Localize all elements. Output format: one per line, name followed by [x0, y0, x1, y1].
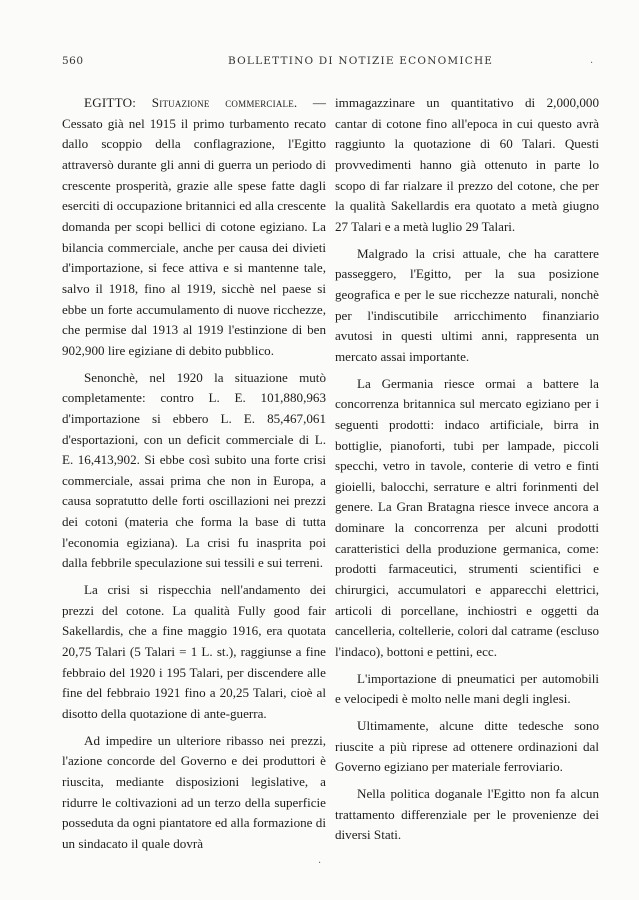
paragraph-market-importance: Malgrado la crisi attuale, che ha carattere passeggero, l'Egitto, per la sua posizione geografica e per le sue ricchezze naturali, nonchè per l'indiscutibile arricchimento finanziario avutosi in questi ultimi anni, rappresenta un mercato assai importante.	[335, 245, 599, 364]
paragraph-egitto-intro	[62, 93, 326, 362]
paragraph-stockpiling: immagazzinare un quantitativo di 2,000,000 cantar di cotone fino all'epoca in cui questo avrà raggiunto la quotazione di 60 Talari. Questi provvedimenti hanno già ottenuto in parte lo scopo di far rialzare il prezzo del cotone, che per la qualità Sakellardis era quotato a metà giugno 27 Talari e a metà luglio 29 Talari.	[335, 95, 599, 234]
paragraph-german-competition: La Germania riesce ormai a battere la concorrenza britannica sul mercato egiziano per i seguenti prodotti: indaco artificiale, birra in bottiglie, pianoforti, tubi per lampade, piccoli specchi, vetro in tavole, conterie di vetro e finti gioielli, balocchi, serrature e altri forinmenti del genere. La Gran Bratagna riesce invece ancora a dominare la concorrenza per alcuni prodotti caratteristici della produzione germanica, come: prodotti farmaceutici, strumenti scientifici e chirurgici, accumulatori e apparecchi elettrici, articoli di porcellane, inchiostri e oggetti da cancelleria, coltellerie, colori dal catrame (escluso l'indaco), bottoni e pettini, ecc.	[335, 375, 599, 660]
running-title: BOLLETTINO DI NOTIZIE ECONOMICHE	[228, 55, 494, 67]
print-speck: ·	[318, 858, 322, 869]
paragraph-deficit-1920: Senonchè, nel 1920 la situazione mutò completamente: contro L. E. 101,880,963 d'importazione si ebbero L. E. 85,467,061 d'esportazioni, con un deficit commerciale di L. E. 16,413,902. Si ebbe così subito una forte crisi commerciale, assai prima che non in Europa, a causa sopratutto delle forti oscillazioni nei prezzi dei cotoni (materia che forma la base di tutta l'economia egiziana). La crisi fu inasprita poi dalla febbrile speculazione sui tessili e sui terreni.	[62, 369, 326, 571]
paragraph-government-measures: Ad impedire un ulteriore ribasso nei prezzi, l'azione concorde del Governo e dei produttori è riuscita, mediante disposizioni legislative, a ridurre le coltivazioni ad un terzo della superficie posseduta da ogni piantatore ed alla formazione di un sindacato il quale dovrà	[62, 732, 326, 851]
paragraph-customs-policy: Nella politica doganale l'Egitto non fa alcun trattamento differenziale per le provenienze dei diversi Stati.	[335, 786, 599, 843]
left-column	[62, 93, 326, 861]
heading-dash: —	[297, 95, 326, 110]
paragraph-railway-orders: Ultimamente, alcune ditte tedesche sono riuscite a più riprese ad ottenere ordinazioni dal Governo egiziano per materiale ferroviario.	[335, 718, 599, 775]
page-header	[62, 55, 602, 71]
page-number: 560	[62, 55, 84, 67]
paragraph-tyres: L'importazione di pneumatici per automobili e velocipedi è molto nelle mani degli inglesi.	[335, 670, 599, 707]
print-speck: ·	[590, 58, 594, 69]
paragraph-cotton-prices: La crisi si rispecchia nell'andamento dei prezzi del cotone. La qualità Fully good fair Sakellardis, che a fine maggio 1916, era quotata 20,75 Talari (5 Talari = 1 L. st.), raggiunse a fine febbraio del 1920 i 195 Talari, per discendere alle fine del febbraio 1921 fino a 20,25 Talari, cioè al disotto della quotazione di ante-guerra.	[62, 582, 326, 722]
paragraph-text: Cessato già nel 1915 il primo turbamento recato dallo scoppio della conflagrazione, l'Egitto attraversò durante gli anni di guerra un periodo di crescente prosperità, grazie alle spese fatte dagli eserciti di occupazione britannici ed alla crescente domanda per scopi bellici di cotone egiziano. La bilancia commerciale, anche per causa dei divieti d'importazione, si fece attiva e si mantenne tale, salvo il 1918, fino al 1919, sicchè nel paese si ebbe un forte accumulamento di nuove ricchezze, che permise dal 1913 al 1919 l'estinzione di ben 902,900 lire egiziane di debito pubblico.	[62, 115, 326, 358]
section-heading: EGITTO: Situazione commerciale.	[84, 95, 298, 110]
right-column	[335, 93, 599, 852]
